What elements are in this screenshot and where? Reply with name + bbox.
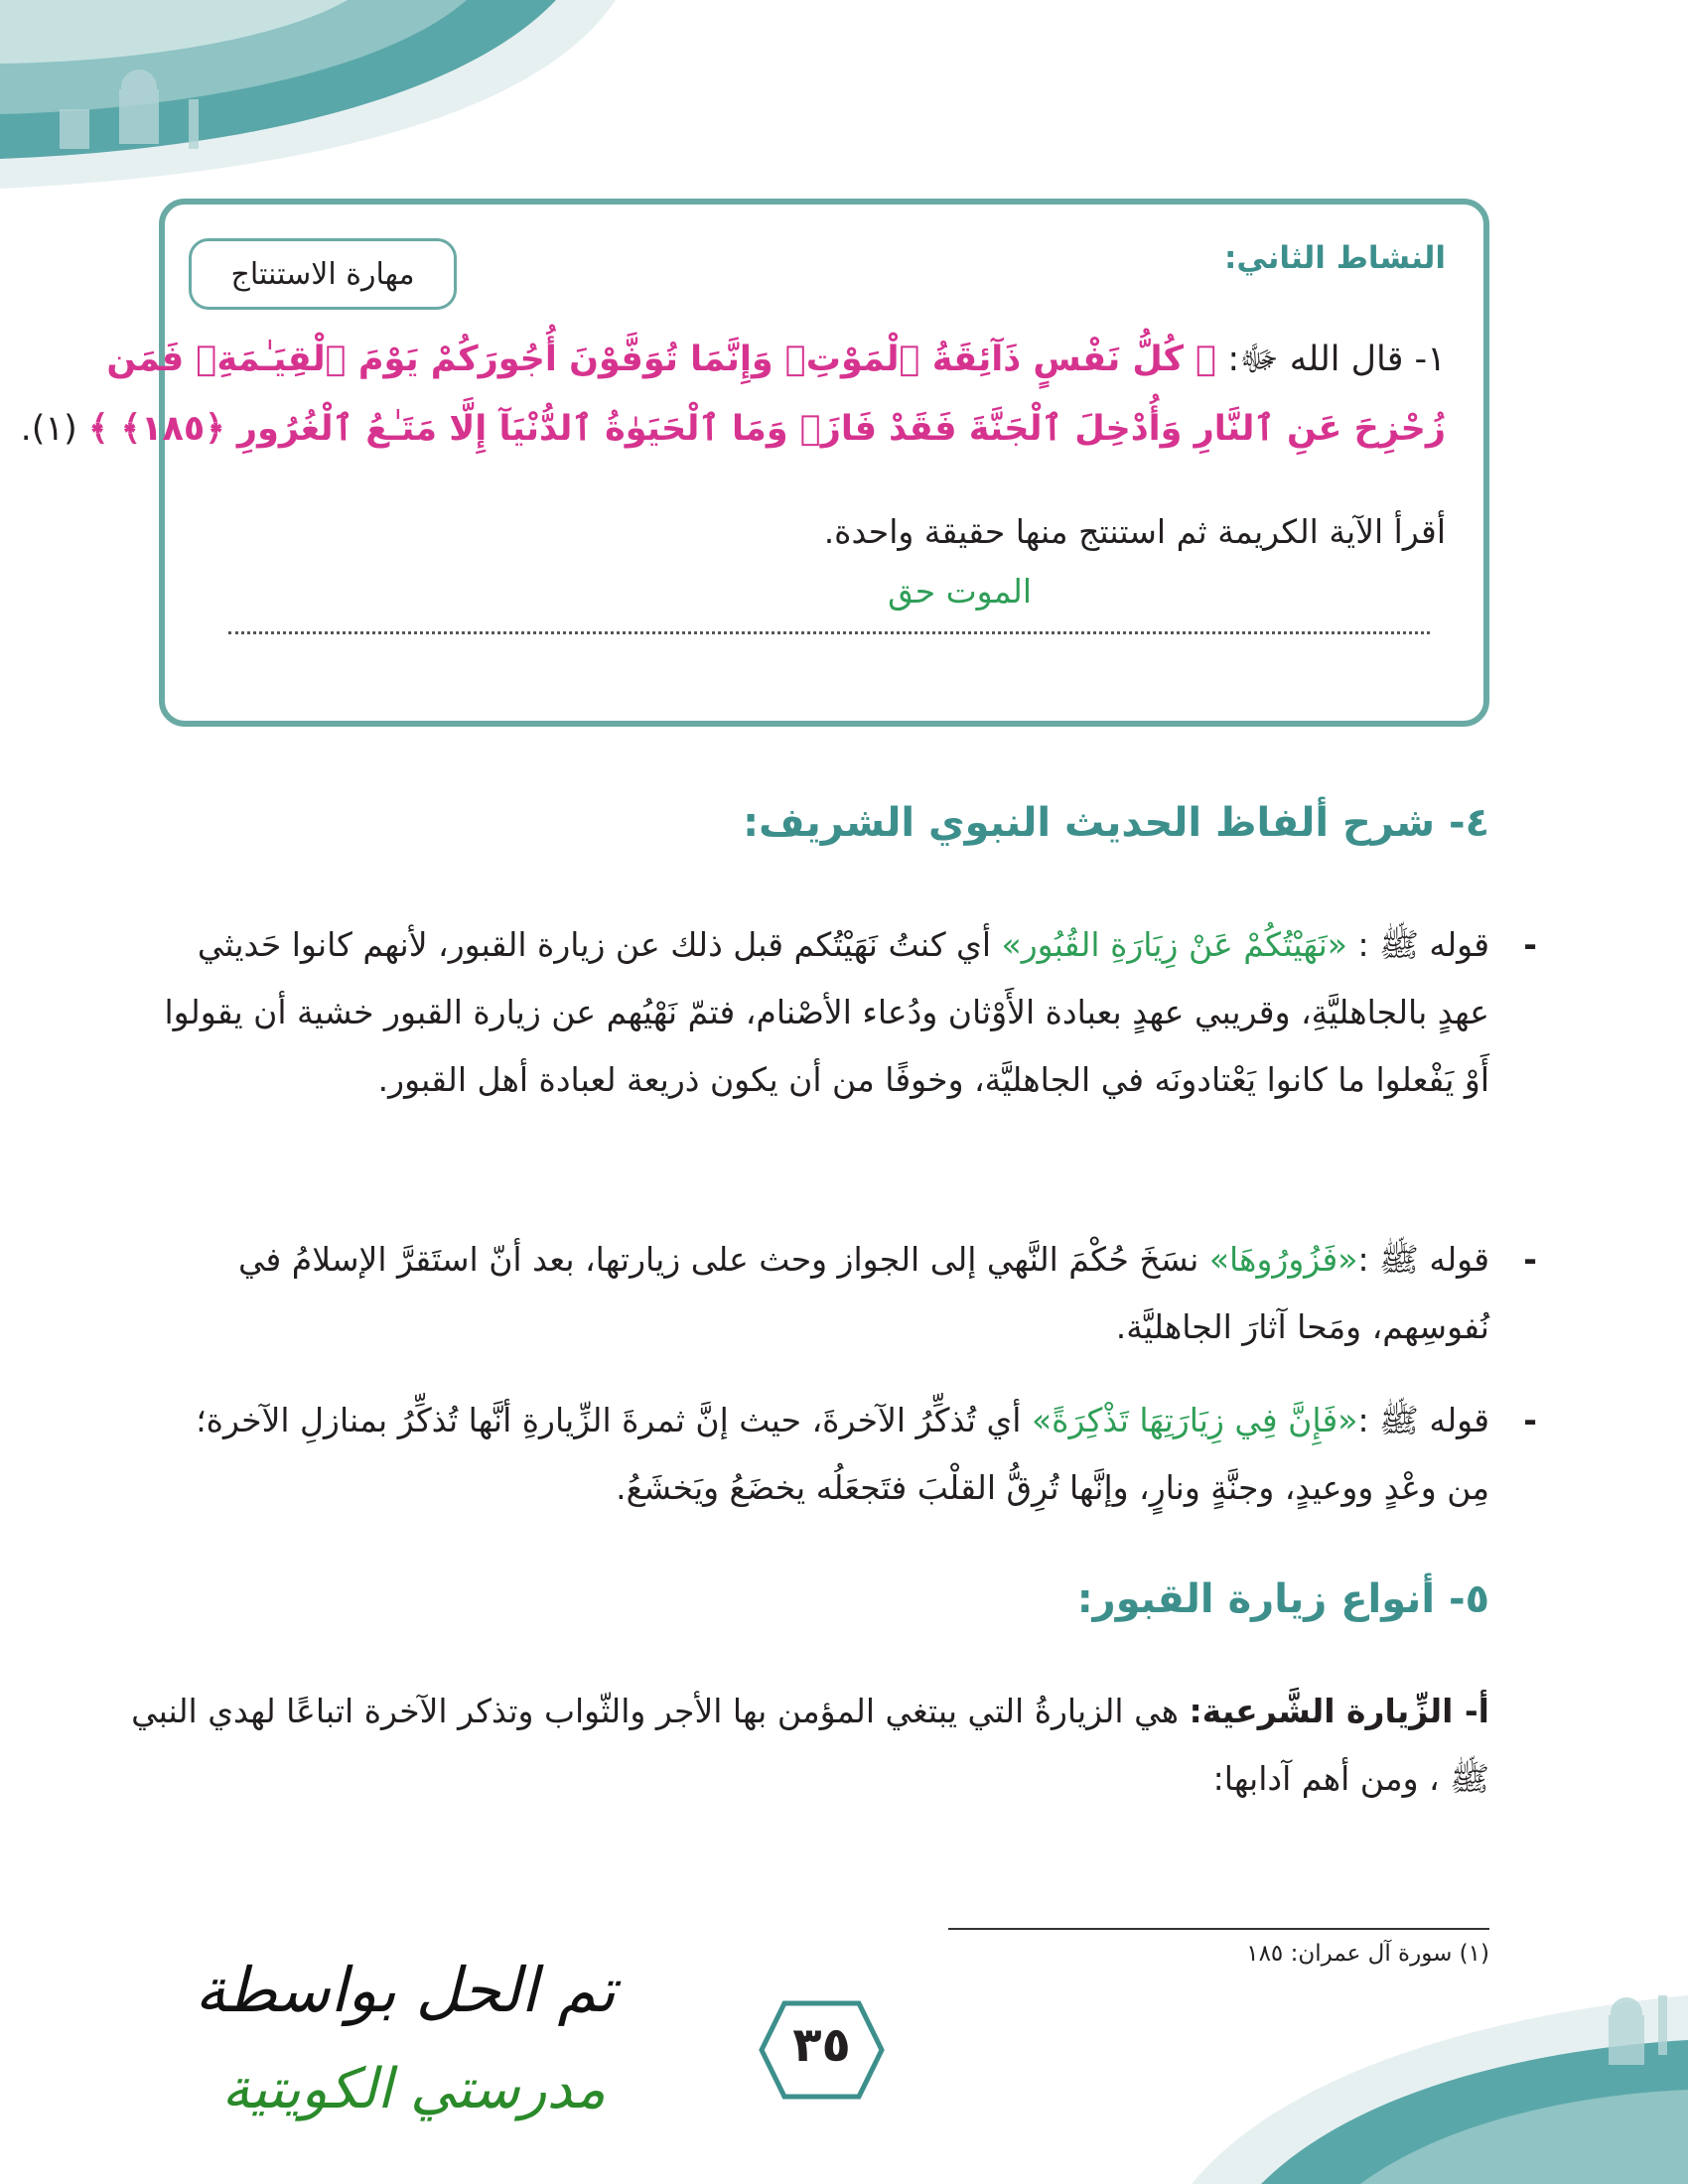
- bullet-text: أي كنتُ نَهَيْتُكم قبل ذلك عن زيارة القبور، لأنهم كانوا حَديثي عهدٍ بالجاهليَّةِ، وقريبي عهدٍ بعبادة الأَوْثان ودُعاء الأصْنام، فتمّ نَهْيُهم عن زيارة القبور خشية أن يقولوا أَوْ يَفْعلوا ما كانوا يَعْتادونَه في الجاهليَّة، وخوفًا من أن يكون ذريعة لعبادة أهل القبور.: [164, 925, 1489, 1099]
- skill-badge: مهارة الاستنتاج: [189, 238, 457, 310]
- hadith-quote: «نَهَيْتُكُمْ عَنْ زِيَارَةِ القُبُور»: [1001, 925, 1347, 964]
- answer-dotted-line: [228, 631, 1430, 634]
- footnote-ref: (١).: [20, 409, 88, 449]
- hadith-quote: «فَزُورُوهَا»: [1208, 1240, 1358, 1279]
- bullet-1: [144, 911, 1489, 1114]
- watermark-line-2: مدرستي الكويتية: [221, 2057, 606, 2121]
- page-number: ٣٥: [792, 2017, 851, 2073]
- verse-line-1: ﴿ كُلُّ نَفْسٍ ذَآئِقَةُ ٱلْمَوْتِۗ وَإِنَّمَا تُوَفَّوْنَ أُجُورَكُمْ يَوْمَ ٱلْقِيَـٰمَةِۖ فَمَن: [106, 340, 1217, 379]
- item-a-text: هي الزيارةُ التي يبتغي المؤمن بها الأجر والثّواب وتذكر الآخرة اتباعًا لهدي النبي ﷺ ، ومن أهم آدابها:: [131, 1692, 1489, 1798]
- task-instruction: أقرأ الآية الكريمة ثم استنتج منها حقيقة واحدة.: [823, 512, 1446, 551]
- bullet-text: أي تُذكِّرُ الآخرةَ، حيث إنَّ ثمرةَ الزِّيارةِ أنَّها تُذكِّرُ بمنازلِ الآخرة؛ مِن وعْدٍ ووعيدٍ، وجنَّةٍ ونارٍ، وإنَّها تُرِقُّ القلْبَ فتَجعَلُه يخضَعُ ويَخشَعُ.: [196, 1401, 1489, 1507]
- question-line-1: [106, 330, 1446, 389]
- footnote: (١) سورة آل عمران: ١٨٥: [1246, 1941, 1489, 1967]
- bullet-3: [144, 1387, 1489, 1522]
- question-prefix: ١- قال الله ﷻ:: [1216, 340, 1446, 379]
- bullet-lead: قوله ﷺ :: [1357, 1401, 1489, 1439]
- bullet-lead: قوله ﷺ :: [1357, 1240, 1489, 1279]
- verse-line-2: زُحْزِحَ عَنِ ٱلنَّارِ وَأُدْخِلَ ٱلْجَنَّةَ فَقَدْ فَازَۗ وَمَا ٱلْحَيَوٰةُ ٱلدُّنْيَآ إِلَّا مَتَـٰعُ ٱلْغُرُورِ ﴿١٨٥﴾ ﴾: [87, 409, 1446, 449]
- watermark-line-1: تم الحل بواسطة: [195, 1954, 616, 2026]
- footnote-divider: [948, 1928, 1489, 1930]
- item-a-label: أ- الزِّيارة الشَّرعية:: [1189, 1692, 1489, 1730]
- hadith-quote: «فَإِنَّ فِي زِيَارَتِهَا تَذْكِرَةً»: [1031, 1401, 1358, 1439]
- section-5-item-a: [99, 1678, 1489, 1813]
- bullet-2: [144, 1226, 1489, 1361]
- question-line-2: [20, 399, 1446, 459]
- activity-title: النشاط الثاني:: [1223, 240, 1446, 276]
- activity-box: [20, 199, 1489, 727]
- answer-text: الموت حق: [888, 572, 1032, 611]
- section-5-heading: ٥- أنواع زيارة القبور:: [1076, 1576, 1489, 1622]
- bullet-lead: قوله ﷺ :: [1346, 925, 1489, 964]
- footer-ornament: [1192, 1956, 1688, 2184]
- section-4-heading: ٤- شرح ألفاظ الحديث النبوي الشريف:: [743, 800, 1489, 846]
- bullet-text: نسَخَ حُكْمَ النَّهي إلى الجواز وحث على زيارتها، بعد أنّ استَقرَّ الإسلامُ في نُفوسِهم، ومَحا آثارَ الجاهليَّة.: [238, 1240, 1489, 1346]
- header-ornament: [0, 0, 616, 199]
